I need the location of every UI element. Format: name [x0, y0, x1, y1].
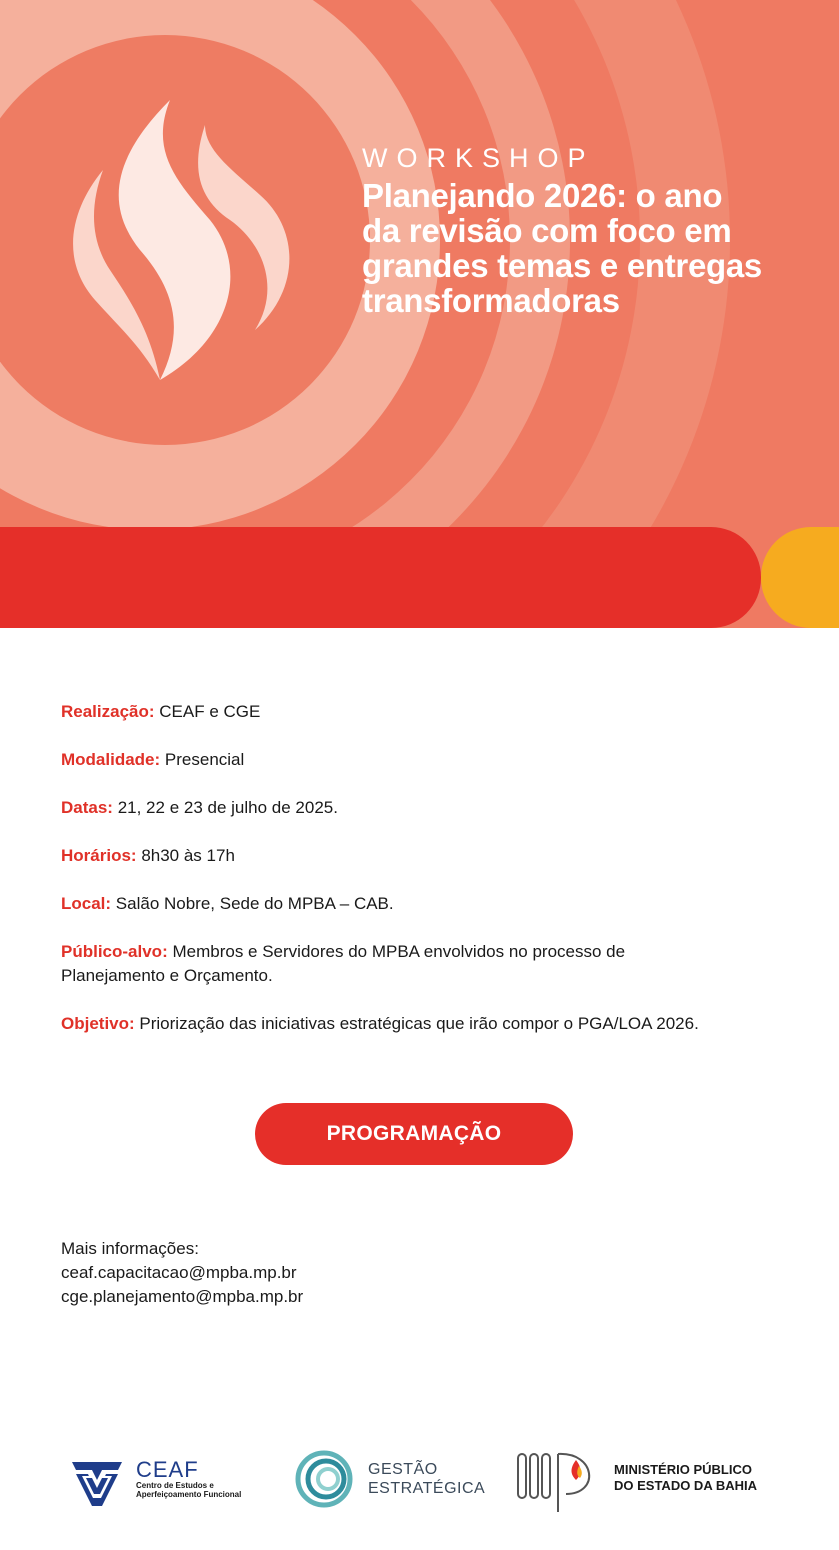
detail-label: Local: — [61, 894, 112, 913]
detail-value: Presencial — [164, 750, 245, 769]
event-type-label: WORKSHOP — [362, 143, 595, 173]
detail-value: Priorização das iniciativas estratégicas que irão compor o PGA/LOA 2026. — [139, 1014, 699, 1033]
contact-email-ceaf[interactable]: ceaf.capacitacao@mpba.mp.br — [61, 1263, 297, 1282]
ceaf-logo — [68, 1450, 241, 1508]
mp-emblem-icon — [516, 1442, 602, 1514]
hero-text — [362, 142, 832, 318]
detail-label: Horários: — [61, 846, 137, 865]
detail-label: Datas: — [61, 798, 113, 817]
detail-publico-alvo — [61, 940, 681, 988]
detail-datas — [61, 796, 801, 820]
ceaf-subtitle-line: Centro de Estudos e — [136, 1481, 214, 1490]
programacao-button[interactable]: PROGRAMAÇÃO — [255, 1103, 573, 1165]
detail-realizacao — [61, 700, 801, 724]
event-title-line: grandes temas e entregas — [362, 247, 762, 284]
detail-label: Público-alvo: — [61, 942, 168, 961]
detail-value: Membros e Servidores do MPBA envolvidos no processo de Planejamento e Orçamento. — [61, 942, 626, 985]
detail-value: 21, 22 e 23 de julho de 2025. — [117, 798, 338, 817]
event-details — [61, 700, 801, 1060]
contact-email-cge[interactable]: cge.planejamento@mpba.mp.br — [61, 1287, 304, 1306]
detail-local — [61, 892, 801, 916]
detail-label: Modalidade: — [61, 750, 161, 769]
detail-modalidade — [61, 748, 801, 772]
event-title — [362, 178, 832, 318]
event-title-line: da revisão com foco em — [362, 212, 732, 249]
detail-objetivo — [61, 1012, 801, 1036]
footer-logos — [0, 1440, 839, 1530]
contact-heading: Mais informações: — [61, 1239, 199, 1258]
mp-bahia-logo — [516, 1442, 757, 1514]
ceaf-subtitle-line: Aperfeiçoamento Funcional — [136, 1490, 242, 1499]
detail-value: Salão Nobre, Sede do MPBA – CAB. — [115, 894, 394, 913]
gestao-estrategica-logo — [294, 1450, 485, 1508]
detail-value: 8h30 às 17h — [141, 846, 235, 865]
gestao-rings-icon — [294, 1450, 356, 1508]
detail-value: CEAF e CGE — [159, 702, 261, 721]
ceaf-name: CEAF — [136, 1457, 199, 1482]
detail-label: Realização: — [61, 702, 155, 721]
mp-line: DO ESTADO DA BAHIA — [614, 1478, 757, 1493]
detail-horarios — [61, 844, 801, 868]
mp-line: MINISTÉRIO PÚBLICO — [614, 1462, 752, 1477]
detail-label: Objetivo: — [61, 1014, 135, 1033]
contact-info — [61, 1237, 303, 1309]
event-title-line: Planejando 2026: o ano — [362, 177, 723, 214]
gestao-line: GESTÃO — [368, 1461, 438, 1478]
ceaf-emblem-icon — [68, 1450, 126, 1508]
event-title-line: transformadoras — [362, 282, 620, 319]
gestao-line: ESTRATÉGICA — [368, 1480, 486, 1497]
red-band-divider — [0, 527, 761, 628]
